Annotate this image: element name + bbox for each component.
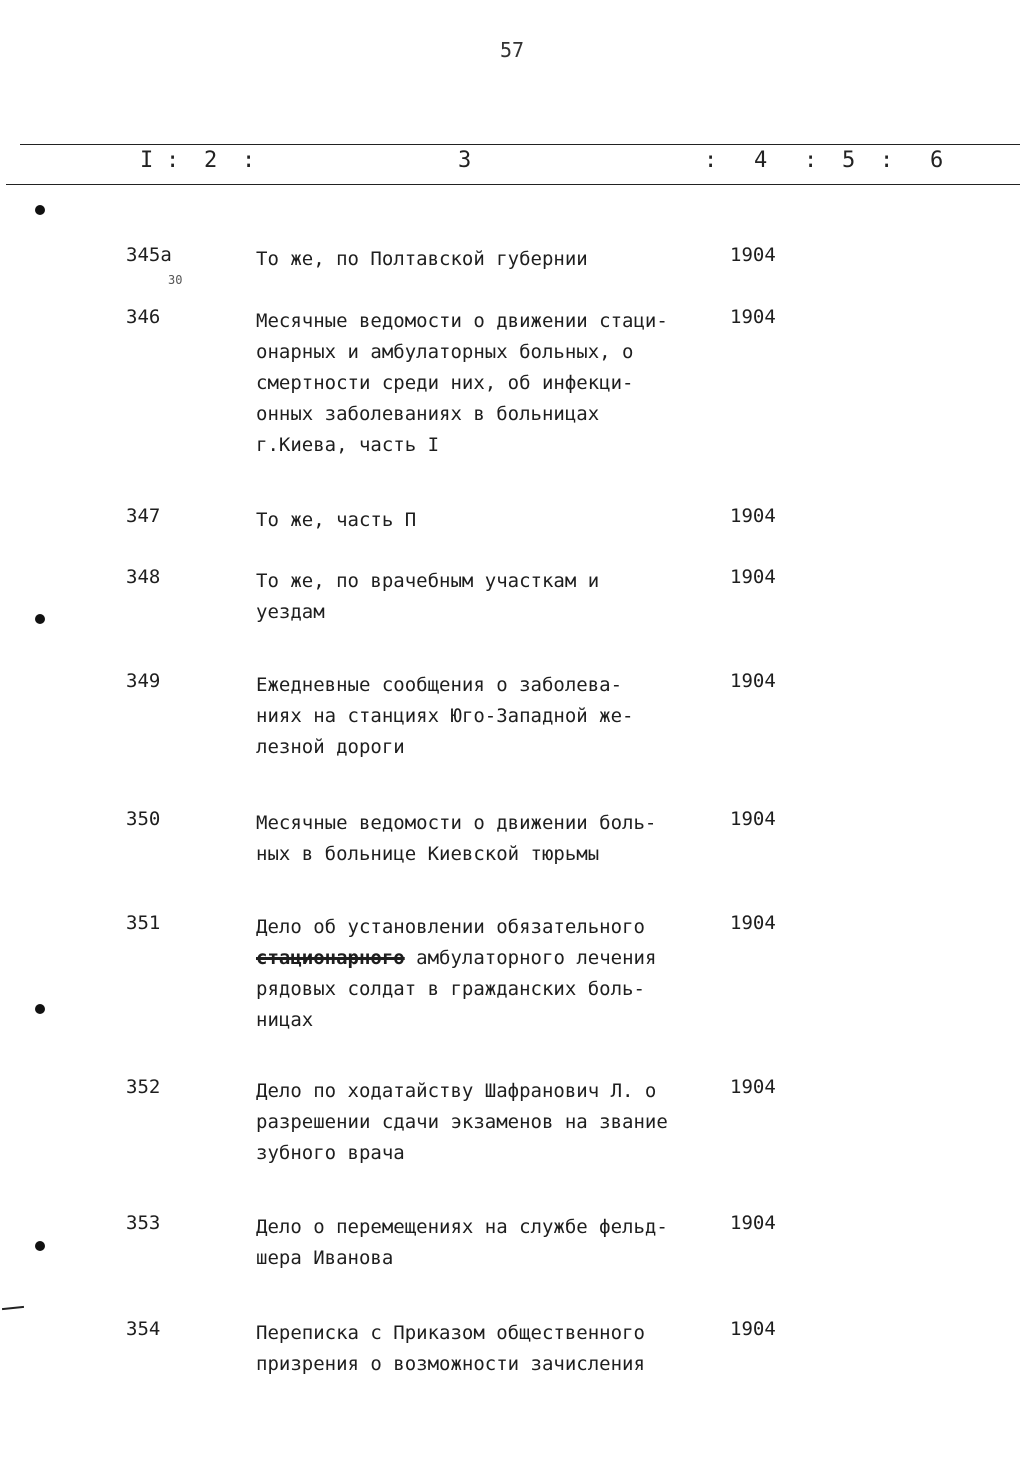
- header-col-6: 6: [930, 148, 944, 173]
- entry-year: 1904: [730, 912, 776, 934]
- title-line-rest: амбулаторного лечения: [416, 947, 657, 969]
- title-line: ных в больнице Киевской тюрьмы: [256, 843, 600, 865]
- title-line: рядовых солдат в гражданских боль-: [256, 978, 645, 1000]
- entry-year: 1904: [730, 808, 776, 830]
- title-line: Дело по ходатайству Шафранович Л. о: [256, 1080, 657, 1102]
- header-col-5: 5: [842, 148, 856, 173]
- entry-year: 1904: [730, 1212, 776, 1234]
- entry-title: [256, 566, 726, 628]
- title-line: Месячные ведомости о движении боль-: [256, 812, 657, 834]
- entry-title: [256, 670, 726, 763]
- page-number: 57: [500, 38, 525, 62]
- entry-title: [256, 1076, 726, 1169]
- title-line: Месячные ведомости о движении стаци-: [256, 310, 668, 332]
- entry-year: 1904: [730, 670, 776, 692]
- title-line: Дело об установлении обязательного: [256, 916, 645, 938]
- title-line: г.Киева, часть I: [256, 434, 440, 456]
- title-line: уездам: [256, 601, 325, 623]
- entry-number: 347: [126, 505, 161, 527]
- entry-year: 1904: [730, 566, 776, 588]
- entry-number: 352: [126, 1076, 161, 1098]
- punch-hole: [35, 1004, 45, 1014]
- entry-title: [256, 1212, 726, 1274]
- punch-hole: [35, 1241, 45, 1251]
- header-col-2: 2: [204, 148, 218, 173]
- punch-hole: [35, 614, 45, 624]
- header-bottom-rule: [6, 184, 1020, 185]
- entry-year: 1904: [730, 306, 776, 328]
- entry-number: 348: [126, 566, 161, 588]
- entry-title: [256, 505, 726, 536]
- entry-number: 350: [126, 808, 161, 830]
- header-col-1: I: [140, 148, 154, 173]
- entry-year: 1904: [730, 1318, 776, 1340]
- header-separator: :: [704, 148, 718, 173]
- header-col-4: 4: [754, 148, 768, 173]
- entry-title: [256, 1318, 726, 1380]
- title-line: Дело о перемещениях на службе фельд-: [256, 1216, 668, 1238]
- entry-title: [256, 808, 726, 870]
- entry-title: [256, 306, 726, 461]
- title-line: То же, по врачебным участкам и: [256, 570, 600, 592]
- title-line: смертности среди них, об инфекци-: [256, 372, 634, 394]
- title-line: То же, по Полтавской губернии: [256, 248, 588, 270]
- title-line: зубного врача: [256, 1142, 405, 1164]
- title-line: онных заболеваниях в больницах: [256, 403, 600, 425]
- header-separator: :: [880, 148, 894, 173]
- margin-annotation: 30: [168, 273, 183, 287]
- header-separator: :: [242, 148, 256, 173]
- title-line: То же, часть П: [256, 509, 417, 531]
- header-separator: :: [804, 148, 818, 173]
- entry-number: 353: [126, 1212, 161, 1234]
- header-top-rule: [20, 144, 1020, 145]
- title-line: шера Иванова: [256, 1247, 394, 1269]
- entry-number: 351: [126, 912, 161, 934]
- title-line: призрения о возможности зачисления: [256, 1353, 645, 1375]
- struck-out-text: стационарного: [256, 947, 405, 969]
- margin-tick-mark: [2, 1306, 24, 1310]
- header-separator: :: [166, 148, 180, 173]
- entry-number: 354: [126, 1318, 161, 1340]
- entry-number: 349: [126, 670, 161, 692]
- title-line: ницах: [256, 1009, 314, 1031]
- punch-hole: [35, 205, 45, 215]
- title-line: разрешении сдачи экзаменов на звание: [256, 1111, 668, 1133]
- entry-title: [256, 912, 726, 1036]
- entry-year: 1904: [730, 244, 776, 266]
- entry-year: 1904: [730, 1076, 776, 1098]
- entry-title: [256, 244, 726, 275]
- entry-year: 1904: [730, 505, 776, 527]
- title-line: [256, 943, 726, 974]
- title-line: ниях на станциях Юго-Западной же-: [256, 705, 634, 727]
- title-line: онарных и амбулаторных больных, о: [256, 341, 634, 363]
- entry-number: 346: [126, 306, 161, 328]
- title-line: лезной дороги: [256, 736, 405, 758]
- title-line: Ежедневные сообщения о заболева-: [256, 674, 623, 696]
- entry-number: 345а: [126, 244, 172, 266]
- header-col-3: 3: [458, 148, 472, 173]
- title-line: Переписка с Приказом общественного: [256, 1322, 645, 1344]
